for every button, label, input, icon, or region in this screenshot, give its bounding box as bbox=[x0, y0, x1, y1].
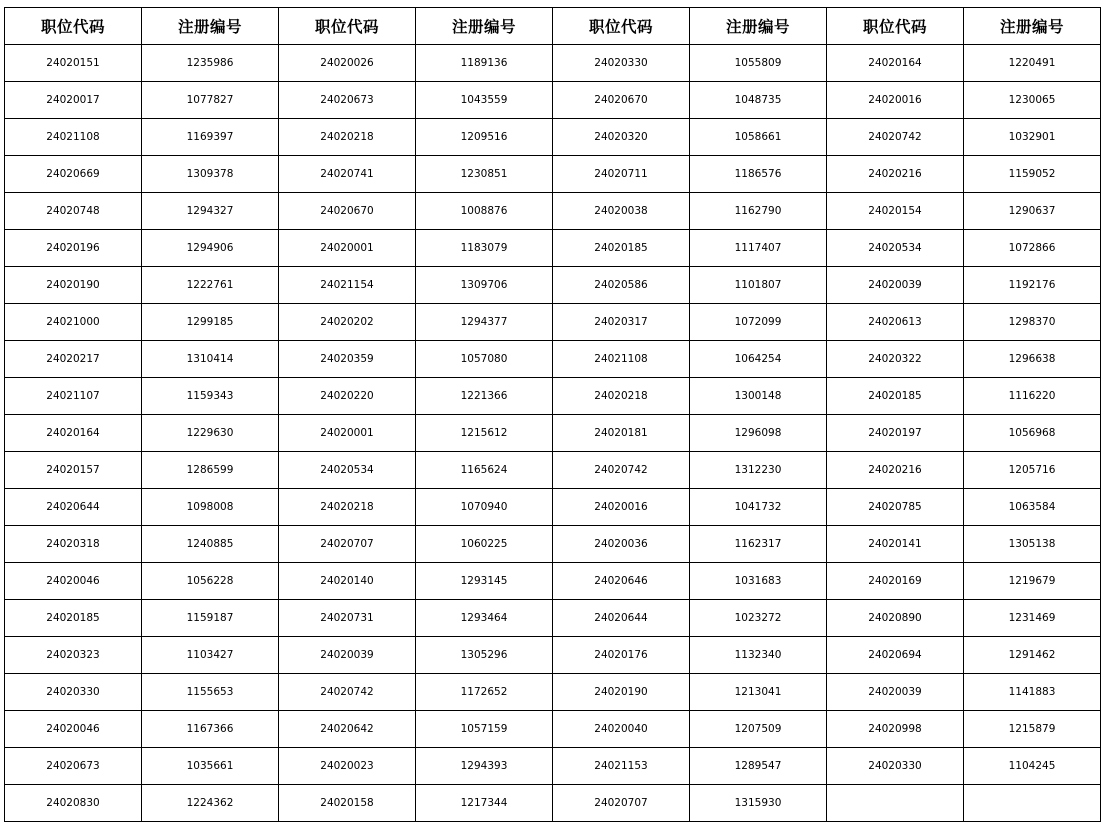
table-row bbox=[5, 711, 1101, 748]
position-code-cell: 24020694 bbox=[827, 637, 964, 674]
position-code-cell: 24020181 bbox=[553, 415, 690, 452]
position-code-cell: 24020141 bbox=[827, 526, 964, 563]
position-code-cell: 24020669 bbox=[5, 156, 142, 193]
position-code-cell: 24020534 bbox=[279, 452, 416, 489]
registration-number-cell: 1230065 bbox=[964, 82, 1101, 119]
position-code-cell bbox=[827, 785, 964, 822]
position-code-cell: 24020613 bbox=[827, 304, 964, 341]
table-row bbox=[5, 600, 1101, 637]
registration-number-cell: 1286599 bbox=[142, 452, 279, 489]
position-code-cell: 24020216 bbox=[827, 452, 964, 489]
registration-number-cell: 1294906 bbox=[142, 230, 279, 267]
registration-number-cell: 1315930 bbox=[690, 785, 827, 822]
registration-number-cell: 1101807 bbox=[690, 267, 827, 304]
registration-number-cell: 1235986 bbox=[142, 45, 279, 82]
registration-number-cell: 1215879 bbox=[964, 711, 1101, 748]
position-code-cell: 24020830 bbox=[5, 785, 142, 822]
position-code-cell: 24020220 bbox=[279, 378, 416, 415]
position-code-cell: 24020046 bbox=[5, 711, 142, 748]
position-code-cell: 24020016 bbox=[553, 489, 690, 526]
registration-number-cell: 1293464 bbox=[416, 600, 553, 637]
table-row bbox=[5, 674, 1101, 711]
position-code-cell: 24020707 bbox=[553, 785, 690, 822]
registration-number-cell: 1064254 bbox=[690, 341, 827, 378]
registration-number-cell: 1103427 bbox=[142, 637, 279, 674]
registration-number-cell: 1310414 bbox=[142, 341, 279, 378]
registration-number-cell: 1220491 bbox=[964, 45, 1101, 82]
registration-number-cell: 1116220 bbox=[964, 378, 1101, 415]
table-row bbox=[5, 748, 1101, 785]
registration-number-cell: 1141883 bbox=[964, 674, 1101, 711]
registration-number-cell: 1072866 bbox=[964, 230, 1101, 267]
position-code-cell: 24020036 bbox=[553, 526, 690, 563]
header-row bbox=[5, 8, 1101, 45]
position-code-cell: 24020670 bbox=[279, 193, 416, 230]
position-code-cell: 24020785 bbox=[827, 489, 964, 526]
registration-number-cell: 1312230 bbox=[690, 452, 827, 489]
registration-number-cell: 1296638 bbox=[964, 341, 1101, 378]
registration-number-cell: 1298370 bbox=[964, 304, 1101, 341]
registration-number-cell: 1172652 bbox=[416, 674, 553, 711]
registration-number-cell: 1032901 bbox=[964, 119, 1101, 156]
registration-number-cell: 1294377 bbox=[416, 304, 553, 341]
position-code-cell: 24020039 bbox=[827, 267, 964, 304]
registration-number-cell: 1058661 bbox=[690, 119, 827, 156]
position-code-cell: 24021107 bbox=[5, 378, 142, 415]
position-code-cell: 24020202 bbox=[279, 304, 416, 341]
registration-number-cell: 1224362 bbox=[142, 785, 279, 822]
header-cell-registration-number: 注册编号 bbox=[690, 8, 827, 45]
position-code-cell: 24020216 bbox=[827, 156, 964, 193]
table-row bbox=[5, 341, 1101, 378]
registration-number-cell: 1057159 bbox=[416, 711, 553, 748]
registration-number-cell: 1186576 bbox=[690, 156, 827, 193]
header-cell-registration-number: 注册编号 bbox=[964, 8, 1101, 45]
registration-number-cell: 1240885 bbox=[142, 526, 279, 563]
position-code-cell: 24020023 bbox=[279, 748, 416, 785]
position-code-cell: 24020046 bbox=[5, 563, 142, 600]
registration-number-cell: 1309706 bbox=[416, 267, 553, 304]
position-code-cell: 24020742 bbox=[553, 452, 690, 489]
table-row bbox=[5, 119, 1101, 156]
header-cell-registration-number: 注册编号 bbox=[416, 8, 553, 45]
registration-number-cell: 1305138 bbox=[964, 526, 1101, 563]
registration-number-cell: 1055809 bbox=[690, 45, 827, 82]
position-code-cell: 24020330 bbox=[553, 45, 690, 82]
registration-number-cell: 1008876 bbox=[416, 193, 553, 230]
registration-number-cell: 1290637 bbox=[964, 193, 1101, 230]
position-code-cell: 24020040 bbox=[553, 711, 690, 748]
position-code-cell: 24020586 bbox=[553, 267, 690, 304]
header-cell-position-code: 职位代码 bbox=[5, 8, 142, 45]
registration-number-cell: 1072099 bbox=[690, 304, 827, 341]
position-code-cell: 24020164 bbox=[827, 45, 964, 82]
table-row bbox=[5, 526, 1101, 563]
position-code-cell: 24020039 bbox=[279, 637, 416, 674]
header-cell-registration-number: 注册编号 bbox=[142, 8, 279, 45]
position-code-cell: 24020218 bbox=[553, 378, 690, 415]
registration-number-cell: 1209516 bbox=[416, 119, 553, 156]
header-cell-position-code: 职位代码 bbox=[279, 8, 416, 45]
position-code-cell: 24020185 bbox=[553, 230, 690, 267]
position-code-cell: 24020038 bbox=[553, 193, 690, 230]
position-code-cell: 24021108 bbox=[5, 119, 142, 156]
registration-number-cell: 1043559 bbox=[416, 82, 553, 119]
registration-number-cell: 1229630 bbox=[142, 415, 279, 452]
position-code-cell: 24020176 bbox=[553, 637, 690, 674]
position-code-cell: 24020190 bbox=[5, 267, 142, 304]
registration-number-cell: 1230851 bbox=[416, 156, 553, 193]
registration-number-cell: 1221366 bbox=[416, 378, 553, 415]
position-code-cell: 24020154 bbox=[827, 193, 964, 230]
position-code-cell: 24020644 bbox=[553, 600, 690, 637]
table-row bbox=[5, 45, 1101, 82]
position-code-cell: 24020323 bbox=[5, 637, 142, 674]
table-row bbox=[5, 785, 1101, 822]
position-code-cell: 24020218 bbox=[279, 489, 416, 526]
position-code-cell: 24020140 bbox=[279, 563, 416, 600]
position-code-cell: 24020646 bbox=[553, 563, 690, 600]
position-code-cell: 24020330 bbox=[5, 674, 142, 711]
position-code-cell: 24020157 bbox=[5, 452, 142, 489]
registration-number-cell: 1159343 bbox=[142, 378, 279, 415]
position-code-cell: 24021153 bbox=[553, 748, 690, 785]
position-code-cell: 24021108 bbox=[553, 341, 690, 378]
position-code-cell: 24020731 bbox=[279, 600, 416, 637]
position-code-cell: 24020644 bbox=[5, 489, 142, 526]
registration-number-cell: 1215612 bbox=[416, 415, 553, 452]
table-row bbox=[5, 82, 1101, 119]
registration-number-cell: 1035661 bbox=[142, 748, 279, 785]
position-code-cell: 24021154 bbox=[279, 267, 416, 304]
document-page bbox=[4, 7, 1101, 822]
registration-number-cell: 1207509 bbox=[690, 711, 827, 748]
registration-number-cell: 1169397 bbox=[142, 119, 279, 156]
position-code-cell: 24020164 bbox=[5, 415, 142, 452]
registration-number-cell: 1159052 bbox=[964, 156, 1101, 193]
position-code-cell: 24020158 bbox=[279, 785, 416, 822]
registration-number-cell: 1060225 bbox=[416, 526, 553, 563]
table-body bbox=[5, 45, 1101, 822]
position-code-cell: 24020741 bbox=[279, 156, 416, 193]
position-code-cell: 24020169 bbox=[827, 563, 964, 600]
position-code-cell: 24020711 bbox=[553, 156, 690, 193]
table-row bbox=[5, 563, 1101, 600]
position-code-cell: 24020318 bbox=[5, 526, 142, 563]
registration-number-cell: 1219679 bbox=[964, 563, 1101, 600]
position-code-cell: 24020151 bbox=[5, 45, 142, 82]
registration-number-cell: 1165624 bbox=[416, 452, 553, 489]
registration-number-cell: 1159187 bbox=[142, 600, 279, 637]
table-row bbox=[5, 452, 1101, 489]
registration-number-cell: 1155653 bbox=[142, 674, 279, 711]
table-row bbox=[5, 193, 1101, 230]
position-code-cell: 24020673 bbox=[279, 82, 416, 119]
registration-number-cell: 1077827 bbox=[142, 82, 279, 119]
registration-number-cell: 1057080 bbox=[416, 341, 553, 378]
registration-number-cell: 1041732 bbox=[690, 489, 827, 526]
table-row bbox=[5, 156, 1101, 193]
registration-number-cell: 1213041 bbox=[690, 674, 827, 711]
position-code-cell: 24020748 bbox=[5, 193, 142, 230]
registration-number-cell: 1117407 bbox=[690, 230, 827, 267]
registration-number-cell: 1294327 bbox=[142, 193, 279, 230]
registration-number-cell: 1098008 bbox=[142, 489, 279, 526]
header-cell-position-code: 职位代码 bbox=[827, 8, 964, 45]
position-code-cell: 24020673 bbox=[5, 748, 142, 785]
position-code-cell: 24020016 bbox=[827, 82, 964, 119]
registration-number-cell: 1222761 bbox=[142, 267, 279, 304]
position-code-cell: 24020998 bbox=[827, 711, 964, 748]
registration-number-cell: 1305296 bbox=[416, 637, 553, 674]
header-cell-position-code: 职位代码 bbox=[553, 8, 690, 45]
registration-number-cell: 1162790 bbox=[690, 193, 827, 230]
registration-number-cell: 1162317 bbox=[690, 526, 827, 563]
position-code-cell: 24020534 bbox=[827, 230, 964, 267]
registration-number-cell: 1183079 bbox=[416, 230, 553, 267]
table-row bbox=[5, 230, 1101, 267]
registration-number-cell: 1132340 bbox=[690, 637, 827, 674]
position-code-cell: 24020001 bbox=[279, 230, 416, 267]
position-code-cell: 24020317 bbox=[553, 304, 690, 341]
position-code-cell: 24020642 bbox=[279, 711, 416, 748]
table-row bbox=[5, 267, 1101, 304]
registration-number-cell: 1217344 bbox=[416, 785, 553, 822]
registration-number-cell: 1300148 bbox=[690, 378, 827, 415]
table-row bbox=[5, 637, 1101, 674]
registration-number-cell: 1070940 bbox=[416, 489, 553, 526]
registration-number-cell: 1189136 bbox=[416, 45, 553, 82]
table-row bbox=[5, 415, 1101, 452]
position-code-cell: 24020196 bbox=[5, 230, 142, 267]
table-row bbox=[5, 378, 1101, 415]
registration-number-cell: 1167366 bbox=[142, 711, 279, 748]
registration-number-cell: 1309378 bbox=[142, 156, 279, 193]
position-code-cell: 24020890 bbox=[827, 600, 964, 637]
registration-number-cell: 1231469 bbox=[964, 600, 1101, 637]
registration-number-cell: 1031683 bbox=[690, 563, 827, 600]
position-code-cell: 24020001 bbox=[279, 415, 416, 452]
registration-number-cell: 1291462 bbox=[964, 637, 1101, 674]
position-code-cell: 24020039 bbox=[827, 674, 964, 711]
position-code-cell: 24020185 bbox=[5, 600, 142, 637]
registration-number-cell: 1289547 bbox=[690, 748, 827, 785]
registration-number-cell bbox=[964, 785, 1101, 822]
registration-number-cell: 1048735 bbox=[690, 82, 827, 119]
position-code-cell: 24021000 bbox=[5, 304, 142, 341]
registration-number-cell: 1056228 bbox=[142, 563, 279, 600]
position-code-cell: 24020742 bbox=[827, 119, 964, 156]
registration-number-cell: 1056968 bbox=[964, 415, 1101, 452]
position-code-cell: 24020320 bbox=[553, 119, 690, 156]
registration-number-cell: 1296098 bbox=[690, 415, 827, 452]
position-code-cell: 24020742 bbox=[279, 674, 416, 711]
position-code-cell: 24020026 bbox=[279, 45, 416, 82]
position-code-cell: 24020359 bbox=[279, 341, 416, 378]
registration-number-cell: 1299185 bbox=[142, 304, 279, 341]
registration-number-cell: 1104245 bbox=[964, 748, 1101, 785]
position-code-cell: 24020218 bbox=[279, 119, 416, 156]
registration-number-cell: 1023272 bbox=[690, 600, 827, 637]
position-code-cell: 24020670 bbox=[553, 82, 690, 119]
registration-number-cell: 1063584 bbox=[964, 489, 1101, 526]
position-code-cell: 24020197 bbox=[827, 415, 964, 452]
position-code-cell: 24020330 bbox=[827, 748, 964, 785]
registration-table bbox=[4, 7, 1101, 822]
registration-number-cell: 1294393 bbox=[416, 748, 553, 785]
table-row bbox=[5, 304, 1101, 341]
position-code-cell: 24020190 bbox=[553, 674, 690, 711]
registration-number-cell: 1205716 bbox=[964, 452, 1101, 489]
position-code-cell: 24020707 bbox=[279, 526, 416, 563]
position-code-cell: 24020017 bbox=[5, 82, 142, 119]
registration-number-cell: 1192176 bbox=[964, 267, 1101, 304]
registration-number-cell: 1293145 bbox=[416, 563, 553, 600]
position-code-cell: 24020322 bbox=[827, 341, 964, 378]
position-code-cell: 24020217 bbox=[5, 341, 142, 378]
table-row bbox=[5, 489, 1101, 526]
position-code-cell: 24020185 bbox=[827, 378, 964, 415]
